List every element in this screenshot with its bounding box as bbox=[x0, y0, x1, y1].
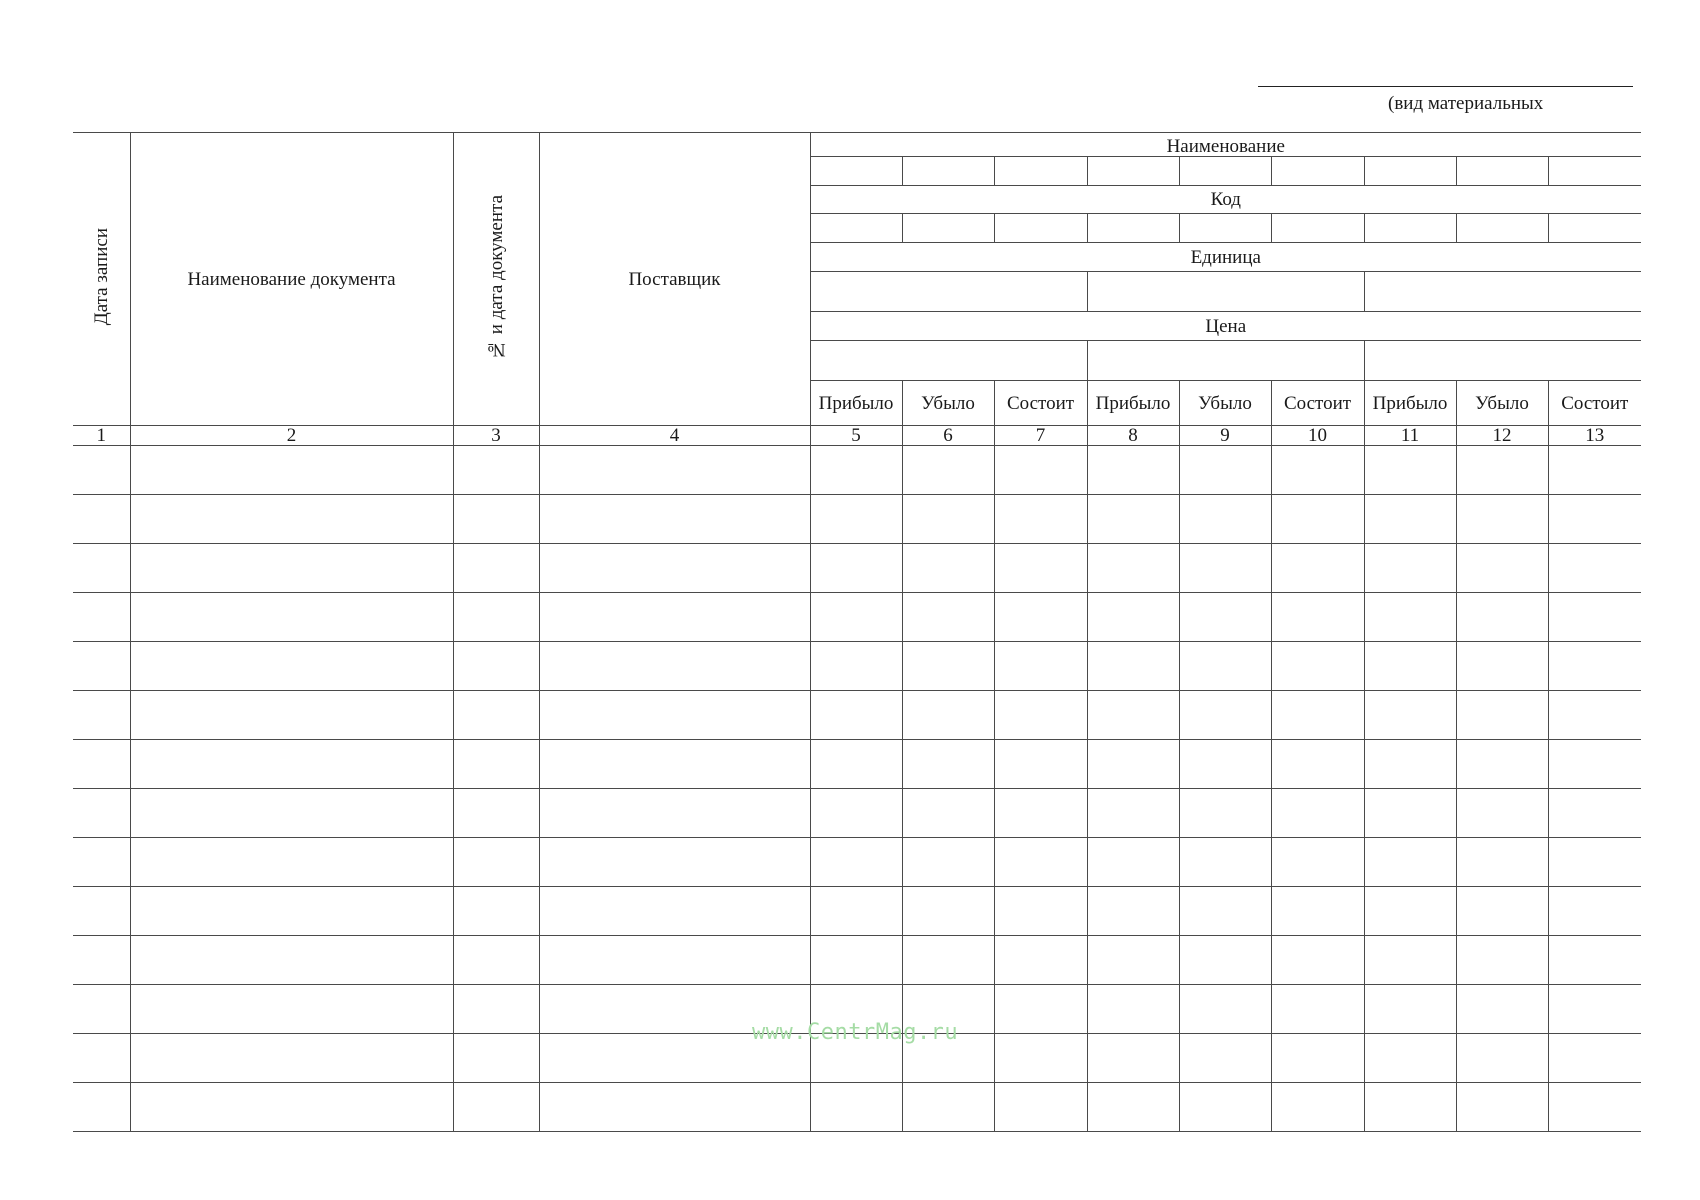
header-departed: Убыло bbox=[902, 381, 994, 426]
table-row bbox=[73, 887, 1641, 936]
unit-cell[interactable] bbox=[1364, 272, 1641, 312]
entry-cell[interactable] bbox=[73, 642, 130, 691]
entry-cell[interactable] bbox=[1456, 838, 1548, 887]
entry-cell[interactable] bbox=[1271, 1083, 1364, 1132]
entry-cell[interactable] bbox=[1179, 1034, 1271, 1083]
entry-cell[interactable] bbox=[1364, 691, 1456, 740]
name-cell[interactable] bbox=[1548, 157, 1641, 186]
entry-cell[interactable] bbox=[1456, 691, 1548, 740]
entry-cell[interactable] bbox=[1087, 887, 1179, 936]
code-cell[interactable] bbox=[1179, 214, 1271, 243]
entry-cell[interactable] bbox=[1087, 593, 1179, 642]
entry-cell[interactable] bbox=[1271, 789, 1364, 838]
entry-cell[interactable] bbox=[1271, 936, 1364, 985]
column-number: 2 bbox=[130, 426, 453, 446]
entry-cell[interactable] bbox=[453, 495, 539, 544]
entry-cell[interactable] bbox=[1179, 1083, 1271, 1132]
name-cell[interactable] bbox=[994, 157, 1087, 186]
column-number: 8 bbox=[1087, 426, 1179, 446]
entry-cell[interactable] bbox=[1548, 446, 1641, 495]
table-row bbox=[73, 740, 1641, 789]
price-cell[interactable] bbox=[1087, 341, 1364, 381]
entry-cell[interactable] bbox=[1548, 740, 1641, 789]
entry-cell[interactable] bbox=[130, 642, 453, 691]
entry-cell[interactable] bbox=[1456, 789, 1548, 838]
entry-cell[interactable] bbox=[1456, 544, 1548, 593]
name-cell[interactable] bbox=[1179, 157, 1271, 186]
entry-cell[interactable] bbox=[1548, 1083, 1641, 1132]
code-cell[interactable] bbox=[1548, 214, 1641, 243]
name-cell[interactable] bbox=[1271, 157, 1364, 186]
entry-cell[interactable] bbox=[539, 642, 810, 691]
entry-cell[interactable] bbox=[994, 789, 1087, 838]
header-balance: Состоит bbox=[1548, 381, 1641, 426]
entry-cell[interactable] bbox=[902, 936, 994, 985]
entry-cell[interactable] bbox=[1364, 1083, 1456, 1132]
entry-cell[interactable] bbox=[994, 495, 1087, 544]
entry-cell[interactable] bbox=[1179, 985, 1271, 1034]
entry-cell[interactable] bbox=[1179, 642, 1271, 691]
entry-cell[interactable] bbox=[73, 740, 130, 789]
entry-cell[interactable] bbox=[130, 1034, 453, 1083]
entry-cell[interactable] bbox=[1271, 593, 1364, 642]
entry-cell[interactable] bbox=[902, 544, 994, 593]
entry-cell[interactable] bbox=[130, 838, 453, 887]
entry-cell[interactable] bbox=[130, 1083, 453, 1132]
entry-cell[interactable] bbox=[810, 593, 902, 642]
table-row bbox=[73, 838, 1641, 887]
price-cell[interactable] bbox=[1364, 341, 1641, 381]
entry-cell[interactable] bbox=[453, 838, 539, 887]
entry-cell[interactable] bbox=[1364, 887, 1456, 936]
entry-cell[interactable] bbox=[1179, 838, 1271, 887]
header-code-group: Код bbox=[810, 186, 1641, 214]
entry-cell[interactable] bbox=[994, 446, 1087, 495]
entry-cell[interactable] bbox=[902, 593, 994, 642]
column-number: 9 bbox=[1179, 426, 1271, 446]
entry-cell[interactable] bbox=[902, 887, 994, 936]
table-row bbox=[73, 593, 1641, 642]
column-number: 13 bbox=[1548, 426, 1641, 446]
materials-ledger-table bbox=[73, 132, 1641, 1132]
entry-cell[interactable] bbox=[994, 740, 1087, 789]
entry-cell[interactable] bbox=[130, 936, 453, 985]
table-row bbox=[73, 789, 1641, 838]
unit-cell[interactable] bbox=[1087, 272, 1364, 312]
entry-cell[interactable] bbox=[1548, 985, 1641, 1034]
entry-cell[interactable] bbox=[1087, 936, 1179, 985]
code-cell[interactable] bbox=[1087, 214, 1179, 243]
entry-cell[interactable] bbox=[453, 446, 539, 495]
header-balance: Состоит bbox=[994, 381, 1087, 426]
entry-cell[interactable] bbox=[453, 789, 539, 838]
entry-cell[interactable] bbox=[810, 740, 902, 789]
entry-cell[interactable] bbox=[1179, 495, 1271, 544]
entry-cell[interactable] bbox=[453, 1034, 539, 1083]
entry-cell[interactable] bbox=[810, 838, 902, 887]
entry-cell[interactable] bbox=[902, 446, 994, 495]
entry-cell[interactable] bbox=[1087, 985, 1179, 1034]
entry-cell[interactable] bbox=[1087, 642, 1179, 691]
entry-cell[interactable] bbox=[73, 1083, 130, 1132]
entry-cell[interactable] bbox=[1179, 789, 1271, 838]
entry-cell[interactable] bbox=[994, 691, 1087, 740]
table-row bbox=[73, 691, 1641, 740]
code-cell[interactable] bbox=[810, 214, 902, 243]
header-record-date: Дата записи bbox=[73, 133, 130, 426]
entry-cell[interactable] bbox=[902, 495, 994, 544]
entry-cell[interactable] bbox=[130, 691, 453, 740]
entry-cell[interactable] bbox=[1271, 544, 1364, 593]
entry-cell[interactable] bbox=[1456, 936, 1548, 985]
table-row bbox=[73, 495, 1641, 544]
entry-cell[interactable] bbox=[453, 985, 539, 1034]
column-number: 4 bbox=[539, 426, 810, 446]
entry-cell[interactable] bbox=[994, 593, 1087, 642]
column-number: 12 bbox=[1456, 426, 1548, 446]
entry-cell[interactable] bbox=[539, 593, 810, 642]
entry-cell[interactable] bbox=[539, 544, 810, 593]
entry-cell[interactable] bbox=[1364, 593, 1456, 642]
entry-cell[interactable] bbox=[73, 838, 130, 887]
entry-cell[interactable] bbox=[902, 1083, 994, 1132]
price-cell[interactable] bbox=[810, 341, 1087, 381]
entry-cell[interactable] bbox=[994, 985, 1087, 1034]
entry-cell[interactable] bbox=[1087, 1083, 1179, 1132]
entry-cell[interactable] bbox=[73, 789, 130, 838]
entry-cell[interactable] bbox=[1179, 936, 1271, 985]
entry-cell[interactable] bbox=[1548, 1034, 1641, 1083]
entry-cell[interactable] bbox=[902, 838, 994, 887]
entry-cell[interactable] bbox=[1456, 642, 1548, 691]
entry-cell[interactable] bbox=[539, 887, 810, 936]
entry-cell[interactable] bbox=[810, 642, 902, 691]
header-arrived: Прибыло bbox=[810, 381, 902, 426]
entry-cell[interactable] bbox=[539, 1083, 810, 1132]
entry-cell[interactable] bbox=[73, 691, 130, 740]
entry-cell[interactable] bbox=[130, 446, 453, 495]
entry-cell[interactable] bbox=[994, 887, 1087, 936]
code-cell[interactable] bbox=[1456, 214, 1548, 243]
header-departed: Убыло bbox=[1179, 381, 1271, 426]
entry-cell[interactable] bbox=[1548, 642, 1641, 691]
entry-cell[interactable] bbox=[902, 740, 994, 789]
entry-cell[interactable] bbox=[130, 740, 453, 789]
header-departed: Убыло bbox=[1456, 381, 1548, 426]
entry-cell[interactable] bbox=[73, 1034, 130, 1083]
entry-cell[interactable] bbox=[1087, 544, 1179, 593]
entry-cell[interactable] bbox=[73, 936, 130, 985]
entry-cell[interactable] bbox=[453, 642, 539, 691]
entry-cell[interactable] bbox=[130, 544, 453, 593]
entry-cell[interactable] bbox=[1456, 495, 1548, 544]
entry-cell[interactable] bbox=[130, 887, 453, 936]
code-cell[interactable] bbox=[902, 214, 994, 243]
entry-cell[interactable] bbox=[810, 495, 902, 544]
entry-cell[interactable] bbox=[1364, 544, 1456, 593]
entry-cell[interactable] bbox=[1271, 495, 1364, 544]
entry-cell[interactable] bbox=[73, 446, 130, 495]
entry-cell[interactable] bbox=[902, 789, 994, 838]
entry-cell[interactable] bbox=[1271, 691, 1364, 740]
entry-cell[interactable] bbox=[1271, 985, 1364, 1034]
column-number: 1 bbox=[73, 426, 130, 446]
entry-cell[interactable] bbox=[994, 544, 1087, 593]
table-row bbox=[73, 446, 1641, 495]
entry-cell[interactable] bbox=[1548, 691, 1641, 740]
entry-cell[interactable] bbox=[1456, 1034, 1548, 1083]
entry-cell[interactable] bbox=[1087, 838, 1179, 887]
entry-cell[interactable] bbox=[1364, 740, 1456, 789]
table-row bbox=[73, 1083, 1641, 1132]
name-cell[interactable] bbox=[902, 157, 994, 186]
entry-cell[interactable] bbox=[453, 1083, 539, 1132]
header-balance: Состоит bbox=[1271, 381, 1364, 426]
entry-cell[interactable] bbox=[810, 1083, 902, 1132]
header-document-number-date: № и дата документа bbox=[453, 133, 539, 426]
entry-cell[interactable] bbox=[1364, 838, 1456, 887]
entry-cell[interactable] bbox=[994, 936, 1087, 985]
entry-cell[interactable] bbox=[1179, 593, 1271, 642]
entry-cell[interactable] bbox=[1548, 789, 1641, 838]
entry-cell[interactable] bbox=[1456, 740, 1548, 789]
entry-cell[interactable] bbox=[1364, 1034, 1456, 1083]
entry-cell[interactable] bbox=[73, 593, 130, 642]
column-number: 6 bbox=[902, 426, 994, 446]
entry-cell[interactable] bbox=[1456, 446, 1548, 495]
type-fill-line[interactable] bbox=[1258, 86, 1633, 87]
entry-cell[interactable] bbox=[1364, 642, 1456, 691]
entry-cell[interactable] bbox=[994, 1083, 1087, 1132]
entry-cell[interactable] bbox=[1179, 544, 1271, 593]
code-cell[interactable] bbox=[1271, 214, 1364, 243]
entry-cell[interactable] bbox=[810, 446, 902, 495]
entry-cell[interactable] bbox=[1087, 495, 1179, 544]
entry-cell[interactable] bbox=[1179, 887, 1271, 936]
entry-cell[interactable] bbox=[1087, 446, 1179, 495]
entry-cell[interactable] bbox=[1364, 936, 1456, 985]
entry-cell[interactable] bbox=[810, 887, 902, 936]
entry-cell[interactable] bbox=[1456, 985, 1548, 1034]
entry-cell[interactable] bbox=[1364, 495, 1456, 544]
entry-cell[interactable] bbox=[453, 740, 539, 789]
entry-cell[interactable] bbox=[1364, 789, 1456, 838]
entry-cell[interactable] bbox=[1271, 838, 1364, 887]
table-row bbox=[73, 936, 1641, 985]
name-cell[interactable] bbox=[810, 157, 902, 186]
entry-cell[interactable] bbox=[810, 691, 902, 740]
entry-cell[interactable] bbox=[539, 740, 810, 789]
header-document-name: Наименование документа bbox=[130, 133, 453, 426]
header-arrived: Прибыло bbox=[1364, 381, 1456, 426]
entry-cell[interactable] bbox=[1364, 985, 1456, 1034]
entry-cell[interactable] bbox=[1548, 495, 1641, 544]
entry-cell[interactable] bbox=[1456, 887, 1548, 936]
entry-cell[interactable] bbox=[539, 691, 810, 740]
entry-cell[interactable] bbox=[1271, 887, 1364, 936]
entry-cell[interactable] bbox=[1548, 838, 1641, 887]
entry-cell[interactable] bbox=[1548, 544, 1641, 593]
table-row bbox=[73, 642, 1641, 691]
entry-cell[interactable] bbox=[539, 838, 810, 887]
table-row bbox=[73, 544, 1641, 593]
entry-cell[interactable] bbox=[1456, 1083, 1548, 1132]
unit-cell[interactable] bbox=[810, 272, 1087, 312]
entry-cell[interactable] bbox=[1548, 887, 1641, 936]
entry-cell[interactable] bbox=[73, 985, 130, 1034]
entry-cell[interactable] bbox=[1271, 1034, 1364, 1083]
entry-cell[interactable] bbox=[130, 985, 453, 1034]
entry-cell[interactable] bbox=[994, 838, 1087, 887]
entry-cell[interactable] bbox=[539, 936, 810, 985]
header-name-group: Наименование bbox=[810, 133, 1641, 157]
code-cell[interactable] bbox=[994, 214, 1087, 243]
header-supplier: Поставщик bbox=[539, 133, 810, 426]
entry-cell[interactable] bbox=[130, 593, 453, 642]
entry-cell[interactable] bbox=[1548, 936, 1641, 985]
entry-cell[interactable] bbox=[453, 593, 539, 642]
entry-cell[interactable] bbox=[1087, 1034, 1179, 1083]
entry-cell[interactable] bbox=[1548, 593, 1641, 642]
entry-cell[interactable] bbox=[1087, 691, 1179, 740]
entry-cell[interactable] bbox=[810, 936, 902, 985]
entry-cell[interactable] bbox=[902, 691, 994, 740]
entry-cell[interactable] bbox=[1179, 740, 1271, 789]
entry-cell[interactable] bbox=[539, 495, 810, 544]
entry-cell[interactable] bbox=[902, 642, 994, 691]
entry-cell[interactable] bbox=[1179, 691, 1271, 740]
entry-cell[interactable] bbox=[1271, 446, 1364, 495]
code-cell[interactable] bbox=[1364, 214, 1456, 243]
entry-cell[interactable] bbox=[1179, 446, 1271, 495]
column-number: 11 bbox=[1364, 426, 1456, 446]
entry-cell[interactable] bbox=[539, 446, 810, 495]
header-price-group: Цена bbox=[810, 312, 1641, 341]
header-unit-group: Единица bbox=[810, 243, 1641, 272]
entry-cell[interactable] bbox=[1364, 446, 1456, 495]
entry-cell[interactable] bbox=[130, 495, 453, 544]
column-number: 7 bbox=[994, 426, 1087, 446]
entry-cell[interactable] bbox=[73, 887, 130, 936]
entry-cell[interactable] bbox=[1456, 593, 1548, 642]
name-cell[interactable] bbox=[1364, 157, 1456, 186]
entry-cell[interactable] bbox=[453, 544, 539, 593]
column-number: 10 bbox=[1271, 426, 1364, 446]
entry-cell[interactable] bbox=[810, 789, 902, 838]
entry-cell[interactable] bbox=[1087, 740, 1179, 789]
entry-cell[interactable] bbox=[1271, 642, 1364, 691]
entry-cell[interactable] bbox=[73, 495, 130, 544]
type-caption: (вид материальных bbox=[1388, 93, 1544, 114]
column-number: 5 bbox=[810, 426, 902, 446]
header-arrived: Прибыло bbox=[1087, 381, 1179, 426]
entry-cell[interactable] bbox=[453, 691, 539, 740]
entry-cell[interactable] bbox=[539, 789, 810, 838]
name-cell[interactable] bbox=[1456, 157, 1548, 186]
name-cell[interactable] bbox=[1087, 157, 1179, 186]
entry-cell[interactable] bbox=[1087, 789, 1179, 838]
entry-cell[interactable] bbox=[73, 544, 130, 593]
entry-cell[interactable] bbox=[453, 936, 539, 985]
entry-cell[interactable] bbox=[130, 789, 453, 838]
entry-cell[interactable] bbox=[994, 1034, 1087, 1083]
entry-cell[interactable] bbox=[1271, 740, 1364, 789]
watermark: www.CentrMag.ru bbox=[752, 1020, 959, 1045]
entry-cell[interactable] bbox=[994, 642, 1087, 691]
entry-cell[interactable] bbox=[810, 544, 902, 593]
column-number: 3 bbox=[453, 426, 539, 446]
entry-cell[interactable] bbox=[453, 887, 539, 936]
